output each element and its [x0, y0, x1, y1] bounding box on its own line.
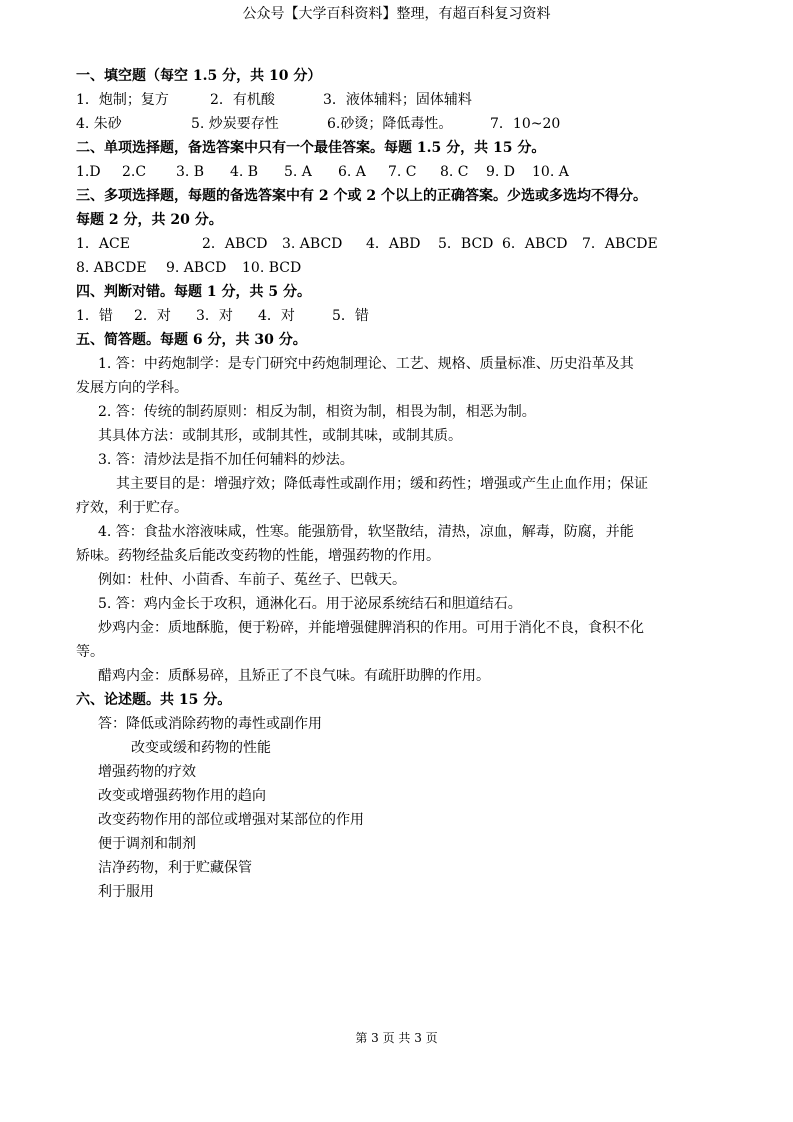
section-multi-title: 三、多项选择题，每题的备选答案中有 2 个或 2 个以上的正确答案。少选或多选均不得分。	[76, 188, 647, 204]
short-answer-5-cont: 炒鸡内金：质地酥脆，便于粉碎，并能增强健脾消积的作用。可用于消化不良，食积不化	[98, 620, 644, 636]
essay-line: 便于调剂和制剂	[98, 836, 196, 852]
short-answer-2-cont: 其具体方法：或制其形，或制其性，或制其味，或制其质。	[98, 428, 462, 444]
short-answer-1-cont: 发展方向的学科。	[76, 380, 188, 396]
fill-answer-6: 6.砂烫；降低毒性。	[327, 116, 453, 132]
short-answer-3: 3. 答：清炒法是指不加任何辅料的炒法。	[98, 452, 354, 468]
single-answer: 3. B	[176, 164, 205, 180]
multi-row-2	[76, 256, 726, 280]
multi-answer: 7．ABCDE	[582, 236, 658, 252]
fill-answer-1: 1．炮制；复方	[76, 92, 169, 108]
multi-answer: 4．ABD	[366, 236, 421, 252]
section-short-title: 五、简答题。每题 6 分，共 30 分。	[76, 332, 307, 348]
short-answer-5: 5. 答：鸡内金长于攻积，通淋化石。用于泌尿系统结石和胆道结石。	[98, 596, 522, 612]
short-answer-3-cont: 其主要目的是：增强疗效；降低毒性或副作用；缓和药性；增强或产生止血作用；保证	[116, 476, 648, 492]
multi-answer: 2．ABCD	[202, 236, 268, 252]
multi-answer: 5．BCD	[438, 236, 494, 252]
essay-line: 答：降低或消除药物的毒性或副作用	[98, 716, 322, 732]
multi-answer: 1．ACE	[76, 236, 130, 252]
multi-row-1	[76, 232, 726, 256]
single-answer: 6. A	[338, 164, 366, 180]
section-single-title: 二、单项选择题，备选答案中只有一个最佳答案。每题 1.5 分，共 15 分。	[76, 140, 546, 156]
short-answer-2: 2. 答：传统的制药原则：相反为制，相资为制，相畏为制，相恶为制。	[98, 404, 536, 420]
multi-answer: 9. ABCD	[166, 260, 227, 276]
section-fill-title: 一、填空题（每空 1.5 分，共 10 分）	[76, 68, 322, 84]
essay-line: 改变或增强药物作用的趋向	[98, 788, 266, 804]
single-answer: 8. C	[440, 164, 469, 180]
multi-answer: 3. ABCD	[282, 236, 343, 252]
answer-content	[76, 64, 726, 904]
judge-answer: 2．对	[134, 308, 171, 324]
short-answer-5-cont3: 醋鸡内金：质酥易碎，且矫正了不良气味。有疏肝助脾的作用。	[98, 668, 490, 684]
single-answer: 5. A	[284, 164, 312, 180]
single-answer: 4. B	[230, 164, 259, 180]
short-answer-4-example: 例如：杜仲、小茴香、车前子、菟丝子、巴戟天。	[98, 572, 406, 588]
judge-answer: 3．对	[196, 308, 233, 324]
fill-row-2	[76, 112, 726, 136]
fill-answer-5: 5. 炒炭要存性	[191, 116, 279, 132]
short-answer-3-cont2: 疗效，利于贮存。	[76, 500, 188, 516]
single-answer: 2.C	[122, 164, 147, 180]
judge-row	[76, 304, 726, 328]
section-multi-subtitle: 每题 2 分，共 20 分。	[76, 212, 223, 228]
essay-line: 洁净药物，利于贮藏保管	[98, 860, 252, 876]
multi-answer: 8. ABCDE	[76, 260, 147, 276]
judge-answer: 1．错	[76, 308, 113, 324]
multi-answer: 10. BCD	[242, 260, 302, 276]
page-footer: 第 3 页 共 3 页	[355, 1031, 438, 1045]
single-answer: 1.D	[76, 164, 101, 180]
section-essay-title: 六、论述题。共 15 分。	[76, 692, 232, 708]
section-judge-title: 四、判断对错。每题 1 分，共 5 分。	[76, 284, 311, 300]
multi-answer: 6．ABCD	[502, 236, 568, 252]
fill-answer-7: 7．10~20	[490, 116, 561, 132]
single-row	[76, 160, 726, 184]
essay-line: 改变或缓和药物的性能	[131, 740, 271, 756]
essay-line: 增强药物的疗效	[98, 764, 196, 780]
single-answer: 9. D	[486, 164, 516, 180]
essay-line: 改变药物作用的部位或增强对某部位的作用	[98, 812, 364, 828]
short-answer-4: 4. 答：食盐水溶液味咸，性寒。能强筋骨，软坚散结，清热，凉血，解毒，防腐，并能	[98, 524, 634, 540]
essay-line: 利于服用	[98, 884, 154, 900]
fill-answer-4: 4. 朱砂	[76, 116, 122, 132]
fill-answer-2: 2．有机酸	[210, 92, 275, 108]
short-answer-1: 1. 答：中药炮制学：是专门研究中药炮制理论、工艺、规格、质量标准、历史沿革及其	[98, 356, 634, 372]
fill-row-1	[76, 88, 726, 112]
judge-answer: 5．错	[332, 308, 369, 324]
page-header: 公众号【大学百科资料】整理，有超百科复习资料	[242, 6, 551, 22]
fill-answer-3: 3．液体辅料；固体辅料	[323, 92, 472, 108]
short-answer-4-cont: 矫味。药物经盐炙后能改变药物的性能，增强药物的作用。	[76, 548, 440, 564]
short-answer-5-cont2: 等。	[76, 644, 104, 660]
single-answer: 7. C	[388, 164, 417, 180]
single-answer: 10. A	[532, 164, 569, 180]
judge-answer: 4．对	[258, 308, 295, 324]
